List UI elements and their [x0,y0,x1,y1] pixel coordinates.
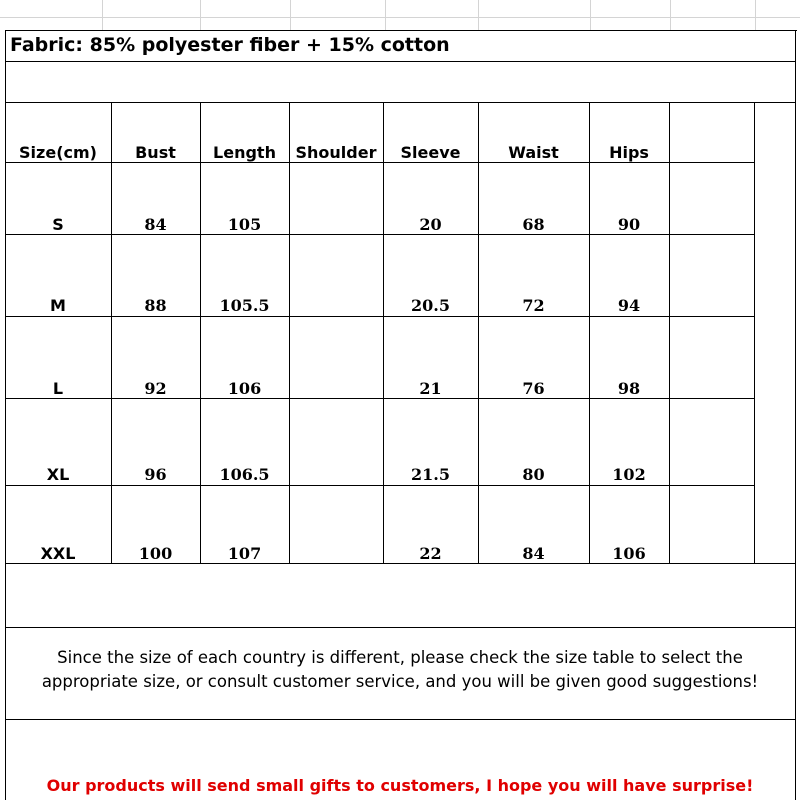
column-divider [669,102,670,563]
column-divider [289,102,290,563]
row-divider [5,102,796,103]
header-hips: Hips [609,143,649,162]
row-divider [5,398,755,399]
table-border-right [795,30,796,800]
hips-value: 94 [617,296,641,315]
spreadsheet-gridline [385,0,386,30]
size-note [5,646,795,694]
row-divider [5,485,755,486]
header-waist: Waist [508,143,559,162]
header-size: Size(cm) [19,143,97,162]
sleeve-value: 20.5 [411,296,450,315]
table-border-top [5,30,797,31]
length-value: 106.5 [219,465,270,484]
bust-value: 84 [144,215,167,234]
size-label: XXL [40,544,76,563]
bust-value: 100 [138,544,173,563]
spreadsheet-gridline [670,0,671,30]
spreadsheet-gridline [0,17,800,18]
spreadsheet-gridline [102,0,103,30]
column-divider [754,102,755,563]
header-sleeve: Sleeve [400,143,461,162]
column-divider [383,102,384,563]
size-label: S [52,215,64,234]
column-divider [200,102,201,563]
size-note-line-2: appropriate size, or consult customer service, and you will be given good suggestions! [41,672,759,691]
sleeve-value: 20 [419,215,442,234]
spreadsheet-gridline [590,0,591,30]
header-length: Length [213,143,276,162]
row-divider [5,627,796,628]
bust-value: 96 [144,465,167,484]
length-value: 107 [227,544,262,563]
spreadsheet-gridline [478,0,479,30]
size-label: XL [46,465,70,484]
row-divider [5,563,796,564]
waist-value: 80 [522,465,545,484]
column-divider [111,102,112,563]
waist-value: 76 [522,379,545,398]
waist-value: 72 [522,296,545,315]
row-divider [5,234,755,235]
hips-value: 102 [612,465,646,484]
header-shoulder: Shoulder [295,143,377,162]
row-divider [5,61,796,62]
gift-notice: Our products will send small gifts to customers, I hope you will have surprise! [46,776,754,795]
spreadsheet-gridline [290,0,291,30]
spreadsheet-gridline [200,0,201,30]
length-value: 105 [227,215,262,234]
row-divider [5,316,755,317]
length-value: 106 [227,379,262,398]
size-note-line-1: Since the size of each country is different, please check the size table to select the [57,648,743,667]
hips-value: 90 [617,215,641,234]
length-value: 105.5 [219,296,270,315]
fabric-label: Fabric: 85% polyester fiber + 15% cotton [10,34,450,56]
spreadsheet-gridline [755,0,756,30]
sleeve-value: 22 [419,544,442,563]
column-divider [478,102,479,563]
hips-value: 106 [612,544,646,563]
hips-value: 98 [617,379,641,398]
sleeve-value: 21.5 [411,465,450,484]
row-divider [5,719,796,720]
waist-value: 68 [522,215,545,234]
bust-value: 92 [144,379,167,398]
row-divider [5,162,755,163]
sleeve-value: 21 [419,379,442,398]
size-label: M [50,296,66,315]
column-divider [589,102,590,563]
size-label: L [52,379,64,398]
bust-value: 88 [144,296,167,315]
header-bust: Bust [135,143,176,162]
waist-value: 84 [522,544,545,563]
